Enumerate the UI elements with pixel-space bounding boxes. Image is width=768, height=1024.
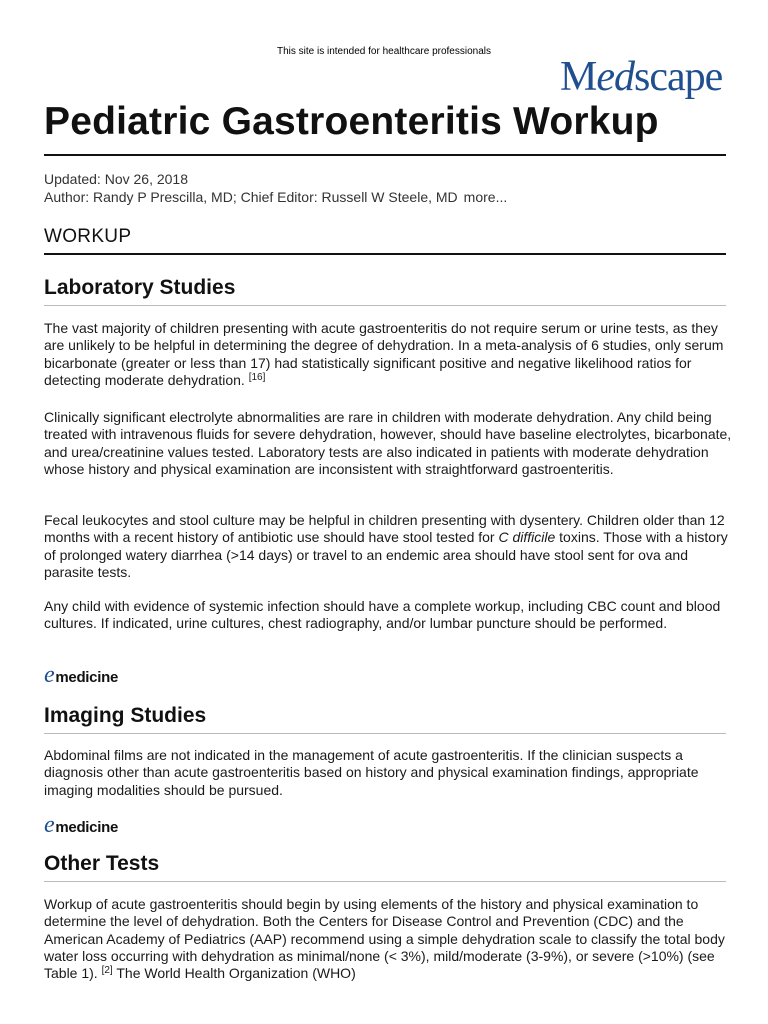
reference-2-link[interactable]: [2] xyxy=(101,965,113,977)
other-tests-heading: Other Tests xyxy=(44,852,160,875)
emedicine-text: medicine xyxy=(55,669,118,686)
emedicine-text: medicine xyxy=(55,819,118,836)
imaging-studies-heading: Imaging Studies xyxy=(44,704,207,727)
imaging-heading-divider xyxy=(44,733,726,734)
lab-p3-italic: C difficile xyxy=(498,529,556,546)
healthcare-notice: This site is intended for healthcare professionals xyxy=(276,46,491,57)
other-p1-text-b: The World Health Organization (WHO) xyxy=(116,965,356,982)
more-authors-link[interactable]: more... xyxy=(463,189,508,205)
lab-heading-divider xyxy=(44,305,726,306)
updated-date: Updated: Nov 26, 2018 xyxy=(44,171,188,187)
other-p1-text-a: Workup of acute gastroenteritis should begin by using elements of the history and physical examination to determine the level of dehydration. Both the Centers for Disease Control and Prevention (CDC) and the American Academy of Pediatrics (AAP) recommend using a simple dehydration scale to classify the total body water loss occurring with dehydration as minimal/none (< 3%), mild/moderate (3-9%), or severe (>10%) (see Table 1). xyxy=(44,896,725,982)
logo-ed: ed xyxy=(596,54,635,100)
lab-p1-text: The vast majority of children presenting with acute gastroenteritis do not require serum or urine tests, as they are unlikely to be helpful in determining the degree of dehydration. In a meta-analysis of 6 studies, only serum bicarbonate (greater or less than 17) had statistically significant positive and negative likelihood ratios for detecting moderate dehydration. xyxy=(44,320,724,388)
emedicine-e: e xyxy=(44,662,55,688)
section-label: WORKUP xyxy=(44,226,132,247)
emedicine-logo-2[interactable] xyxy=(44,813,118,837)
lab-paragraph-3 xyxy=(44,512,734,581)
other-paragraph-1 xyxy=(44,896,734,982)
emedicine-logo-1[interactable] xyxy=(44,663,118,687)
logo-m: M xyxy=(560,54,597,100)
lab-paragraph-1 xyxy=(44,320,734,389)
lab-p3-text-b: toxins. Those with a history of prolonged watery diarrhea (>14 days) or travel to an endemic area should have stool sent for ova and parasite tests. xyxy=(44,529,728,580)
author-line xyxy=(44,188,507,206)
imaging-paragraph-1: Abdominal films are not indicated in the management of acute gastroenteritis. If the clinician suspects a diagnosis other than acute gastroenteritis based on history and physical examination findings, appropriate imaging modalities should be pursued. xyxy=(44,747,699,798)
lab-studies-heading: Laboratory Studies xyxy=(44,276,236,299)
page-title: Pediatric Gastroenteritis Workup xyxy=(44,100,659,143)
lab-paragraph-2: Clinically significant electrolyte abnormalities are rare in children with moderate dehydration. Any child being treated with intravenous fluids for severe dehydration, however, should have baseline electrolytes, bicarbonate, and urea/creatinine values tested. Laboratory tests are also indicated in patients with moderate dehydration whose history and physical examination are inconsistent with straightforward gastroenteritis. xyxy=(44,409,732,477)
author-text: Author: Randy P Prescilla, MD; Chief Editor: Russell W Steele, MD xyxy=(44,189,458,205)
title-divider xyxy=(44,154,726,156)
lab-p3-text-a: Fecal leukocytes and stool culture may be helpful in children presenting with dysentery. Children older than 12 months with a recent history of antibiotic use should have stool tested for xyxy=(44,512,725,546)
section-divider xyxy=(44,253,726,255)
emedicine-e: e xyxy=(44,812,55,838)
reference-16-link[interactable]: [16] xyxy=(248,371,266,383)
other-heading-divider xyxy=(44,881,726,882)
lab-paragraph-4: Any child with evidence of systemic infection should have a complete workup, including CBC count and blood cultures. If indicated, urine cultures, chest radiography, and/or lumbar puncture should be performed. xyxy=(44,598,721,632)
logo-scape: scape xyxy=(634,54,723,100)
medscape-logo[interactable] xyxy=(560,56,722,98)
